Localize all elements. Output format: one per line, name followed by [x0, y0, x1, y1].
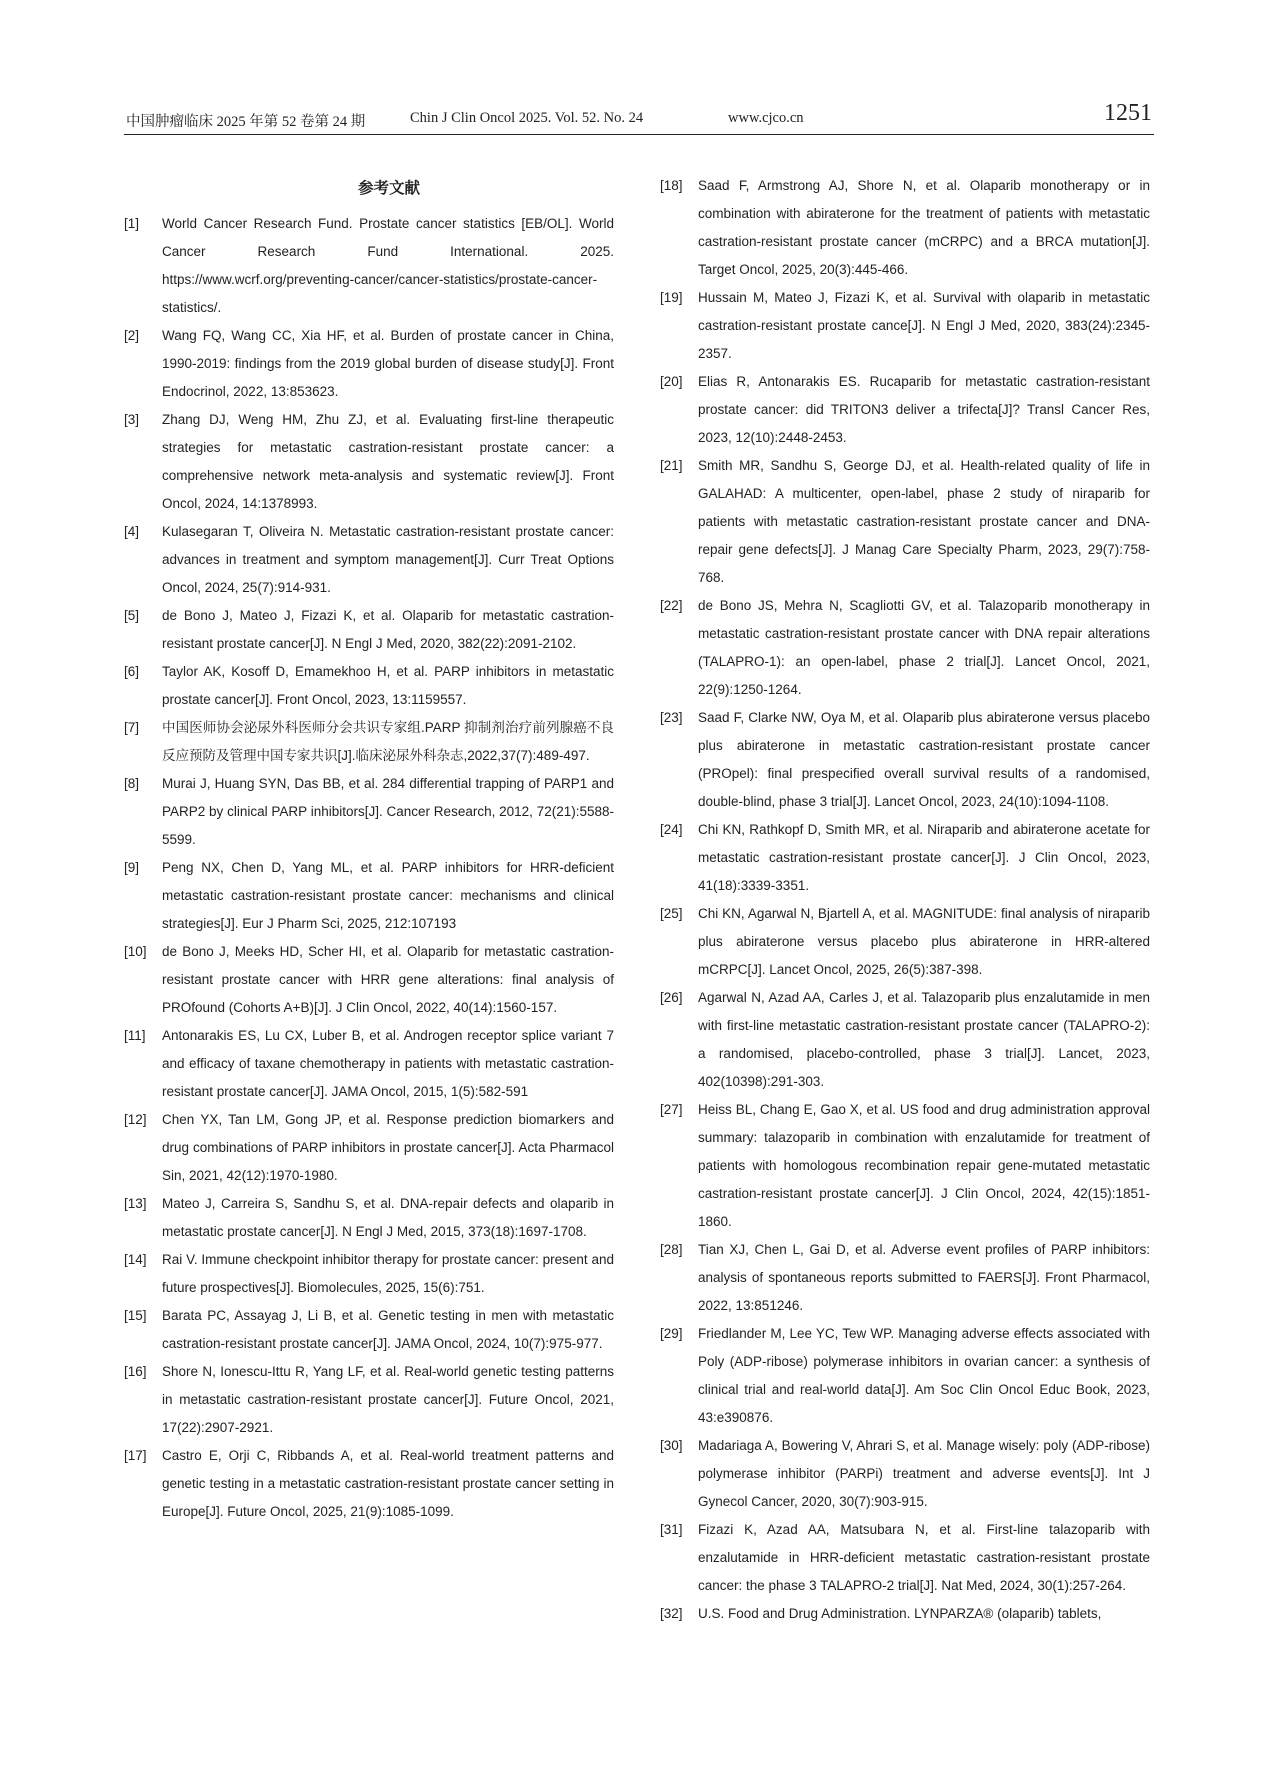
reference-entry: [124, 322, 614, 406]
reference-entry: [660, 284, 1150, 368]
reference-text: Friedlander M, Lee YC, Tew WP. Managing adverse effects associated with Poly (ADP-ribose) polymerase inhibitors in ovarian cancer: a synthesis of clinical trial and real-world data[J]. Am Soc Clin Oncol Educ Book, 2023, 43:e390876.: [698, 1326, 1150, 1425]
reference-text: Chi KN, Agarwal N, Bjartell A, et al. MAGNITUDE: final analysis of niraparib plus abiraterone versus placebo plus abiraterone in HRR-altered mCRPC[J]. Lancet Oncol, 2025, 26(5):387-398.: [698, 906, 1150, 977]
reference-number: [18]: [660, 178, 683, 193]
reference-entry: [660, 452, 1150, 592]
reference-entry: [660, 592, 1150, 704]
reference-text: Wang FQ, Wang CC, Xia HF, et al. Burden of prostate cancer in China, 1990-2019: findings from the 2019 global burden of disease study[J]. Front Endocrinol, 2022, 13:853623.: [162, 328, 614, 399]
reference-text: Antonarakis ES, Lu CX, Luber B, et al. Androgen receptor splice variant 7 and efficacy of taxane chemotherapy in patients with metastatic castration-resistant prostate cancer[J]. JAMA Oncol, 2015, 1(5):582-591: [162, 1028, 614, 1099]
reference-entry: [660, 1600, 1150, 1628]
reference-text: Elias R, Antonarakis ES. Rucaparib for metastatic castration-resistant prostate cancer: did TRITON3 deliver a trifecta[J]? Transl Cancer Res, 2023, 12(10):2448-2453.: [698, 374, 1150, 445]
reference-entry: [124, 602, 614, 658]
reference-number: [21]: [660, 458, 683, 473]
reference-number: [4]: [124, 524, 140, 539]
reference-entry: [124, 1022, 614, 1106]
reference-entry: [124, 658, 614, 714]
reference-number: [2]: [124, 328, 140, 343]
reference-number: [7]: [124, 720, 140, 735]
reference-entry: [124, 406, 614, 518]
reference-text: Madariaga A, Bowering V, Ahrari S, et al. Manage wisely: poly (ADP-ribose) polymerase inhibitor (PARPi) treatment and adverse events[J]. Int J Gynecol Cancer, 2020, 30(7):903-915.: [698, 1438, 1150, 1509]
reference-number: [11]: [124, 1028, 146, 1043]
reference-number: [17]: [124, 1448, 147, 1463]
reference-number: [8]: [124, 776, 140, 791]
reference-entry: [660, 1096, 1150, 1236]
reference-text: Murai J, Huang SYN, Das BB, et al. 284 differential trapping of PARP1 and PARP2 by clinical PARP inhibitors[J]. Cancer Research, 2012, 72(21):5588-5599.: [162, 776, 614, 847]
reference-number: [14]: [124, 1252, 147, 1267]
reference-entry: [660, 1236, 1150, 1320]
references-column-left: [124, 172, 614, 1526]
reference-entry: [124, 1302, 614, 1358]
reference-text: de Bono J, Meeks HD, Scher HI, et al. Olaparib for metastatic castration-resistant prostate cancer with HRR gene alterations: final analysis of PROfound (Cohorts A+B)[J]. J Clin Oncol, 2022, 40(14):1560-157.: [162, 944, 614, 1015]
reference-text: Agarwal N, Azad AA, Carles J, et al. Talazoparib plus enzalutamide in men with first-line metastatic castration-resistant prostate cancer (TALAPRO-2): a randomised, placebo-controlled, phase 3 trial[J]. Lancet, 2023, 402(10398):291-303.: [698, 990, 1150, 1089]
reference-entry: [124, 714, 614, 770]
reference-text: de Bono J, Mateo J, Fizazi K, et al. Olaparib for metastatic castration-resistant prostate cancer[J]. N Engl J Med, 2020, 382(22):2091-2102.: [162, 608, 614, 651]
reference-entry: [124, 770, 614, 854]
reference-text: Chi KN, Rathkopf D, Smith MR, et al. Niraparib and abiraterone acetate for metastatic castration-resistant prostate cancer[J]. J Clin Oncol, 2023, 41(18):3339-3351.: [698, 822, 1150, 893]
reference-text: Fizazi K, Azad AA, Matsubara N, et al. First-line talazoparib with enzalutamide in HRR-deficient metastatic castration-resistant prostate cancer: the phase 3 TALAPRO-2 trial[J]. Nat Med, 2024, 30(1):257-264.: [698, 1522, 1150, 1593]
reference-entry: [124, 854, 614, 938]
reference-text: Castro E, Orji C, Ribbands A, et al. Real-world treatment patterns and genetic testing in a metastatic castration-resistant prostate cancer setting in Europe[J]. Future Oncol, 2025, 21(9):1085-1099.: [162, 1448, 614, 1519]
reference-entry: [660, 172, 1150, 284]
reference-number: [25]: [660, 906, 683, 921]
reference-number: [27]: [660, 1102, 683, 1117]
reference-number: [31]: [660, 1522, 683, 1537]
page-header: [124, 96, 1154, 135]
references-heading: 参考文献: [357, 179, 420, 197]
reference-number: [28]: [660, 1242, 683, 1257]
reference-number: [16]: [124, 1364, 147, 1379]
reference-entry: [124, 1358, 614, 1442]
reference-text: Mateo J, Carreira S, Sandhu S, et al. DNA-repair defects and olaparib in metastatic prostate cancer[J]. N Engl J Med, 2015, 373(18):1697-1708.: [162, 1196, 614, 1239]
reference-entry: [660, 1432, 1150, 1516]
reference-text: Peng NX, Chen D, Yang ML, et al. PARP inhibitors for HRR-deficient metastatic castration-resistant prostate cancer: mechanisms and clinical strategies[J]. Eur J Pharm Sci, 2025, 212:107193: [162, 860, 614, 931]
reference-entry: [124, 518, 614, 602]
reference-text: de Bono JS, Mehra N, Scagliotti GV, et al. Talazoparib monotherapy in metastatic castration-resistant prostate cancer with DNA repair alterations (TALAPRO-1): an open-label, phase 2 trial[J]. Lancet Oncol, 2021, 22(9):1250-1264.: [698, 598, 1150, 697]
reference-entry: [660, 704, 1150, 816]
journal-website: www.cjco.cn: [728, 110, 804, 126]
reference-text: Rai V. Immune checkpoint inhibitor therapy for prostate cancer: present and future prospectives[J]. Biomolecules, 2025, 15(6):751.: [162, 1252, 614, 1295]
reference-number: [32]: [660, 1606, 683, 1621]
reference-number: [20]: [660, 374, 683, 389]
reference-number: [13]: [124, 1196, 147, 1211]
reference-text: U.S. Food and Drug Administration. LYNPARZA® (olaparib) tablets,: [698, 1606, 1102, 1621]
reference-number: [15]: [124, 1308, 147, 1323]
reference-number: [6]: [124, 664, 140, 679]
reference-number: [1]: [124, 216, 140, 231]
reference-text: Tian XJ, Chen L, Gai D, et al. Adverse event profiles of PARP inhibitors: analysis of spontaneous reports submitted to FAERS[J]. Front Pharmacol, 2022, 13:851246.: [698, 1242, 1150, 1313]
reference-entry: [660, 816, 1150, 900]
reference-number: [24]: [660, 822, 683, 837]
journal-title-cn: 中国肿瘤临床 2025 年第 52 卷第 24 期: [126, 114, 366, 130]
journal-title-en: Chin J Clin Oncol 2025. Vol. 52. No. 24: [410, 110, 644, 126]
reference-text: Smith MR, Sandhu S, George DJ, et al. Health-related quality of life in GALAHAD: A multicenter, open-label, phase 2 study of niraparib for patients with metastatic castration-resistant prostate cancer and DNA-repair gene defects[J]. J Manag Care Specialty Pharm, 2023, 29(7):758-768.: [698, 458, 1150, 585]
reference-number: [10]: [124, 944, 147, 959]
reference-number: [22]: [660, 598, 683, 613]
reference-text: Hussain M, Mateo J, Fizazi K, et al. Survival with olaparib in metastatic castration-resistant prostate cance[J]. N Engl J Med, 2020, 383(24):2345-2357.: [698, 290, 1150, 361]
reference-text: Zhang DJ, Weng HM, Zhu ZJ, et al. Evaluating first-line therapeutic strategies for metastatic castration-resistant prostate cancer: a comprehensive network meta-analysis and systematic review[J]. Front Oncol, 2024, 14:1378993.: [162, 412, 614, 511]
reference-entry: [124, 210, 614, 322]
reference-entry: [124, 938, 614, 1022]
reference-text: Chen YX, Tan LM, Gong JP, et al. Response prediction biomarkers and drug combinations of PARP inhibitors in prostate cancer[J]. Acta Pharmacol Sin, 2021, 42(12):1970-1980.: [162, 1112, 614, 1183]
reference-entry: [124, 1246, 614, 1302]
reference-number: [23]: [660, 710, 683, 725]
reference-number: [5]: [124, 608, 140, 623]
reference-number: [9]: [124, 860, 140, 875]
reference-number: [26]: [660, 990, 683, 1005]
reference-entry: [124, 1442, 614, 1526]
reference-text: 中国医师协会泌尿外科医师分会共识专家组.PARP 抑制剂治疗前列腺癌不良反应预防及管理中国专家共识[J].临床泌尿外科杂志,2022,37(7):489-497.: [162, 720, 614, 763]
reference-text: Saad F, Clarke NW, Oya M, et al. Olaparib plus abiraterone versus placebo plus abiraterone in metastatic castration-resistant prostate cancer (PROpel): final prespecified overall survival results of a randomised, double-blind, phase 3 trial[J]. Lancet Oncol, 2023, 24(10):1094-1108.: [698, 710, 1150, 809]
reference-text: Kulasegaran T, Oliveira N. Metastatic castration-resistant prostate cancer: advances in treatment and symptom management[J]. Curr Treat Options Oncol, 2024, 25(7):914-931.: [162, 524, 614, 595]
reference-entry: [660, 368, 1150, 452]
reference-text: World Cancer Research Fund. Prostate cancer statistics [EB/OL]. World Cancer Research Fund International. 2025. https://www.wcrf.org/preventing-cancer/cancer-statistics/prostate-cancer-statistics/.: [162, 216, 614, 315]
reference-text: Heiss BL, Chang E, Gao X, et al. US food and drug administration approval summary: talazoparib in combination with enzalutamide for treatment of patients with homologous recombination repair gene-mutated metastatic castration-resistant prostate cancer[J]. J Clin Oncol, 2024, 42(15):1851-1860.: [698, 1102, 1150, 1229]
reference-text: Barata PC, Assayag J, Li B, et al. Genetic testing in men with metastatic castration-resistant prostate cancer[J]. JAMA Oncol, 2024, 10(7):975-977.: [162, 1308, 614, 1351]
reference-text: Shore N, Ionescu-Ittu R, Yang LF, et al. Real-world genetic testing patterns in metastatic castration-resistant prostate cancer[J]. Future Oncol, 2021, 17(22):2907-2921.: [162, 1364, 614, 1435]
references-column-right: [660, 172, 1150, 1628]
page-number: 1251: [1104, 100, 1152, 126]
reference-text: Taylor AK, Kosoff D, Emamekhoo H, et al. PARP inhibitors in metastatic prostate cancer[J]. Front Oncol, 2023, 13:1159557.: [162, 664, 614, 707]
reference-number: [19]: [660, 290, 683, 305]
reference-number: [12]: [124, 1112, 147, 1127]
reference-number: [29]: [660, 1326, 683, 1341]
reference-entry: [660, 900, 1150, 984]
reference-entry: [660, 1320, 1150, 1432]
reference-entry: [660, 1516, 1150, 1600]
reference-entry: [124, 1106, 614, 1190]
reference-number: [30]: [660, 1438, 683, 1453]
reference-text: Saad F, Armstrong AJ, Shore N, et al. Olaparib monotherapy or in combination with abiraterone for the treatment of patients with metastatic castration-resistant prostate cancer (mCRPC) and a BRCA mutation[J]. Target Oncol, 2025, 20(3):445-466.: [698, 178, 1150, 277]
reference-entry: [124, 1190, 614, 1246]
reference-number: [3]: [124, 412, 140, 427]
reference-entry: [660, 984, 1150, 1096]
